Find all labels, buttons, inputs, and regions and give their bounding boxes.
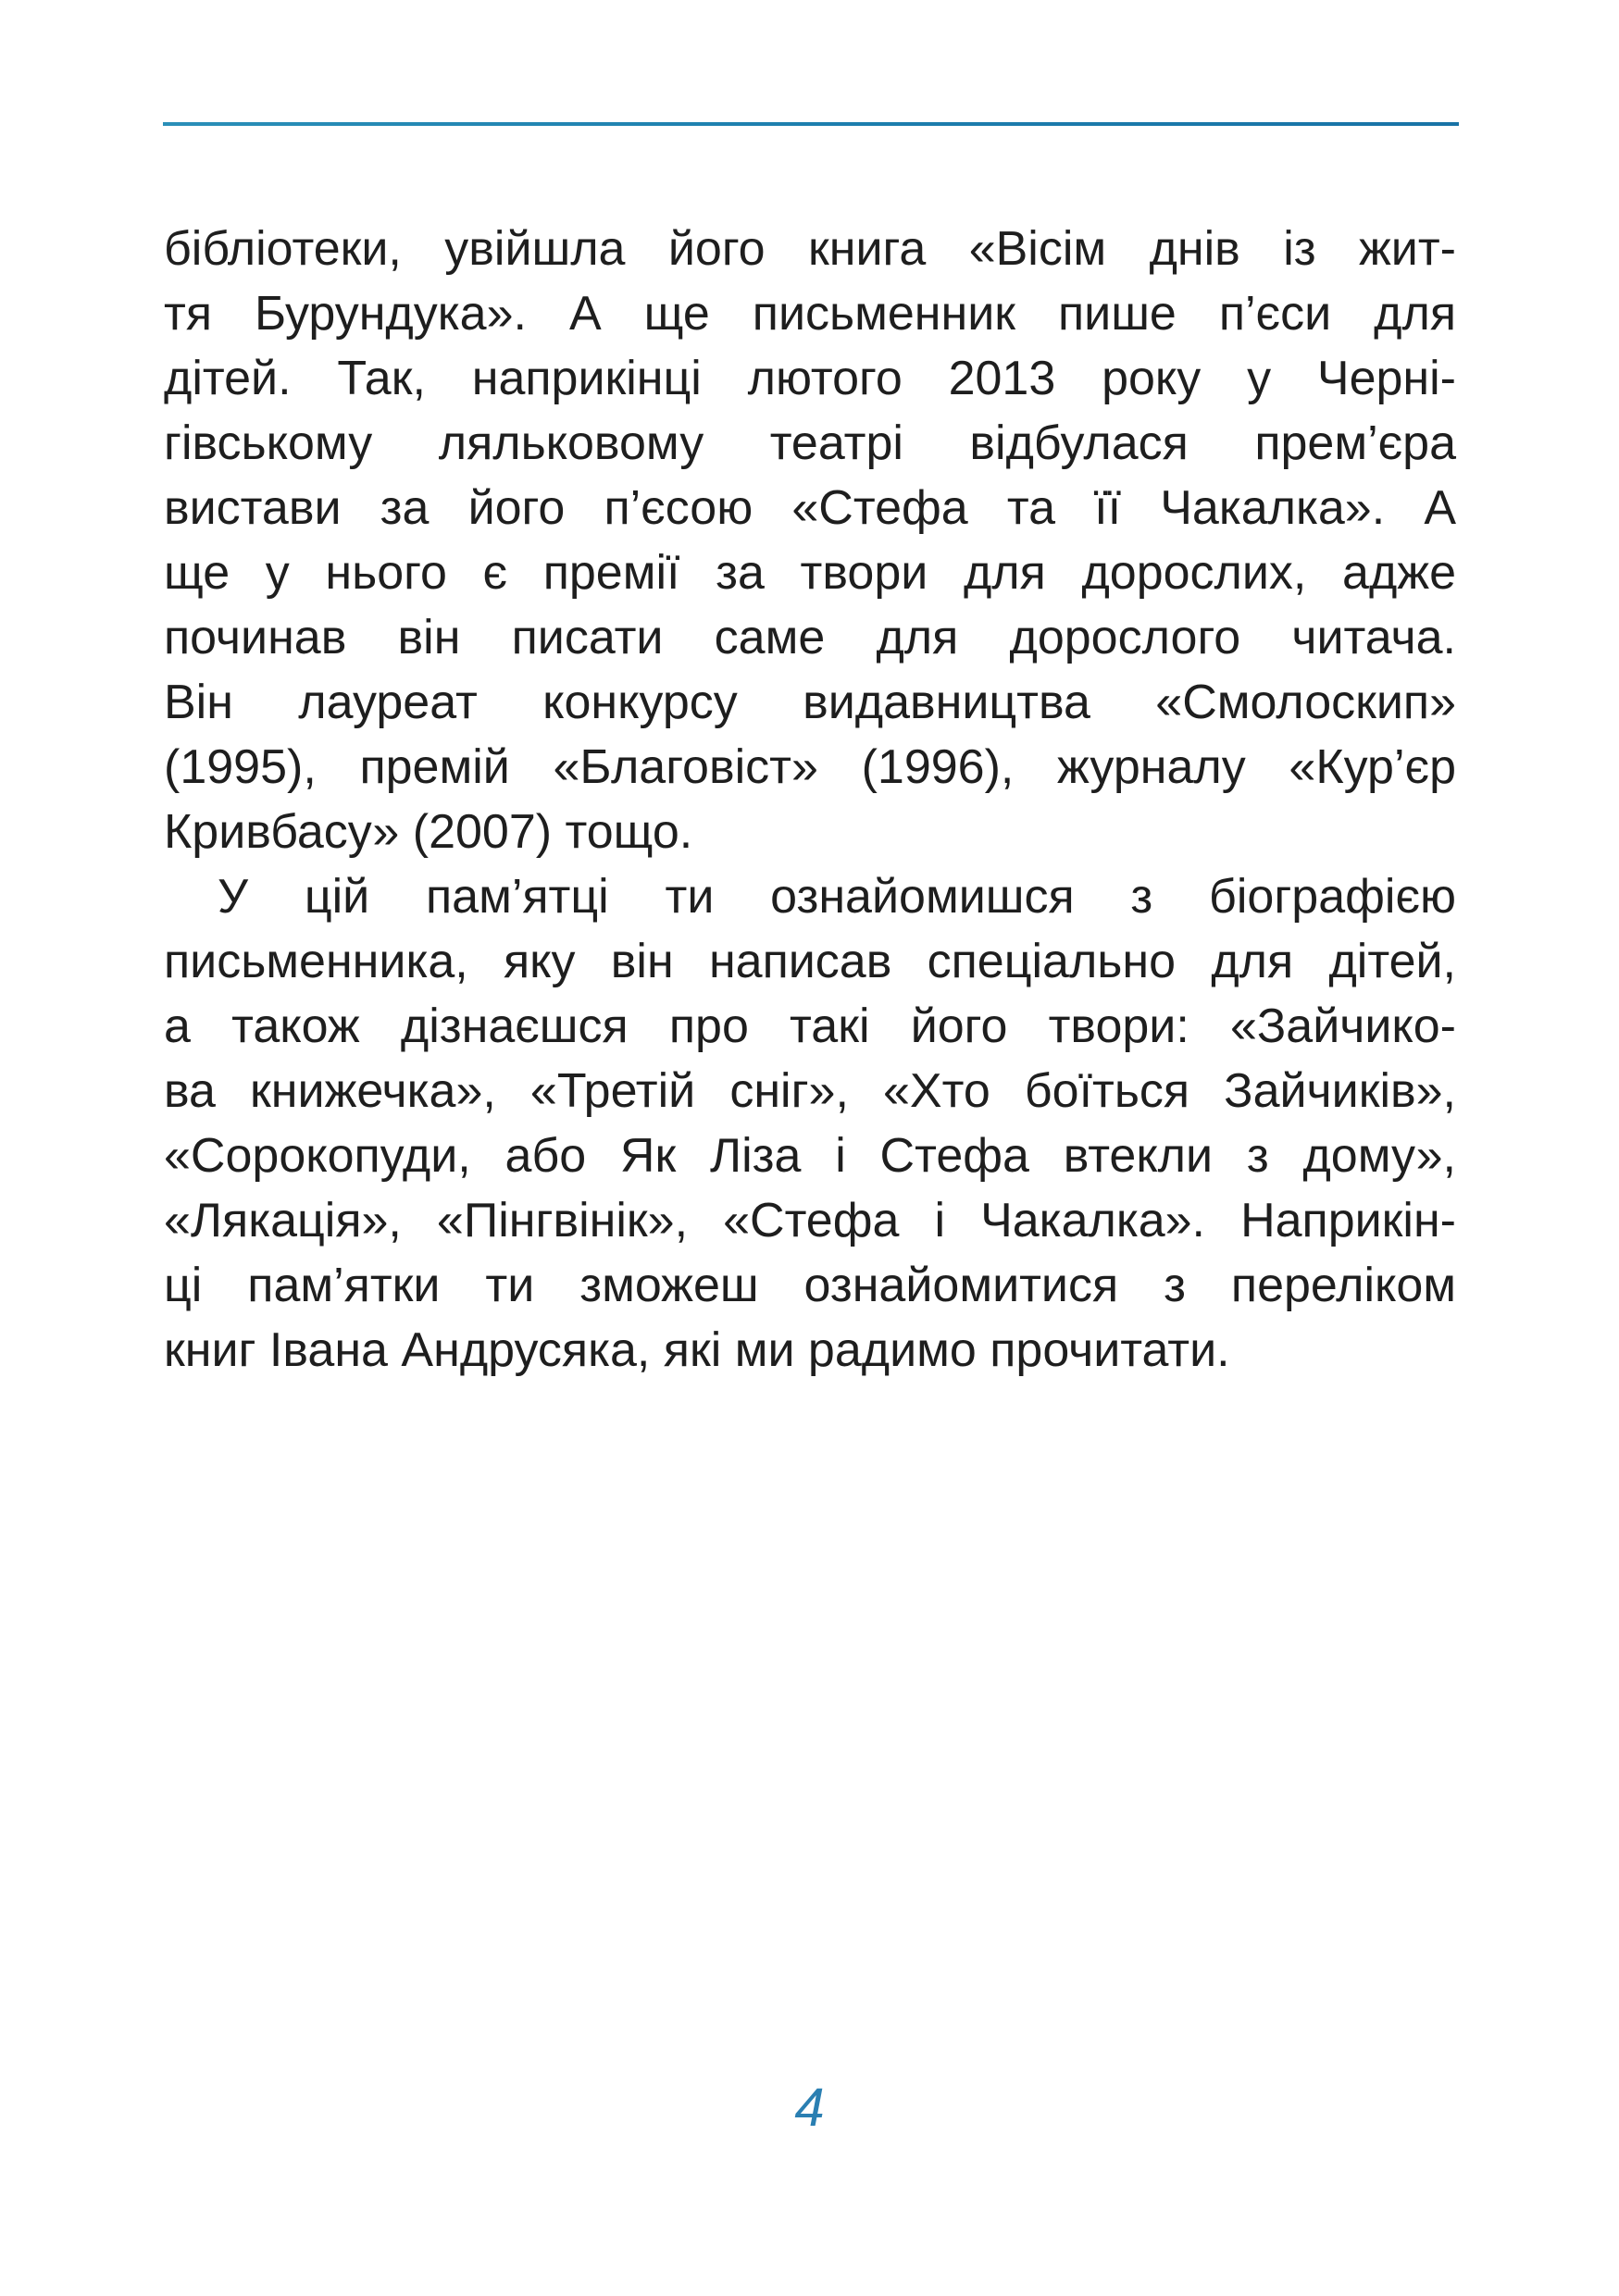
- text-line: «Сорокопуди, або Як Ліза і Стефа втекли з дому»,: [164, 1129, 1456, 1183]
- text-line: тя Бурундука». А ще письменник пише п’єси для: [164, 287, 1456, 341]
- text-line: письменника, яку він написав спеціально для дітей,: [164, 935, 1456, 988]
- text-line: а також дізнаєшся про такі його твори: «Зайчико-: [164, 999, 1456, 1053]
- text-line: (1995), премій «Благовіст» (1996), журналу «Кур’єр: [164, 740, 1456, 794]
- text-line: бібліотеки, увійшла його книга «Вісім днів із жит-: [164, 222, 1456, 276]
- text-line: ще у нього є премії за твори для дорослих, адже: [164, 546, 1456, 600]
- body-text: [164, 217, 1456, 1383]
- text-line: Кривбасу» (2007) тощо.: [164, 805, 693, 859]
- text-line: книг Івана Андрусяка, які ми радимо прочитати.: [164, 1323, 1230, 1377]
- page-number: 4: [794, 2078, 825, 2138]
- text-line: ці пам’ятки ти зможеш ознайомитися з переліком: [164, 1259, 1456, 1312]
- text-line: Він лауреат конкурсу видавництва «Смолоскип»: [164, 676, 1456, 729]
- text-line: дітей. Так, наприкінці лютого 2013 року у Черні-: [164, 352, 1456, 405]
- paragraph-1: [164, 217, 1456, 864]
- text-line: ва книжечка», «Третій сніг», «Хто боїться Зайчиків»,: [164, 1064, 1456, 1118]
- text-line: У цій пам’ятці ти ознайомишся з біографією: [218, 870, 1456, 924]
- text-line: «Лякація», «Пінгвінік», «Стефа і Чакалка». Наприкін-: [164, 1194, 1456, 1247]
- paragraph-2: [164, 864, 1456, 1383]
- text-line: починав він писати саме для дорослого читача.: [164, 611, 1456, 664]
- text-line: гівському ляльковому театрі відбулася прем’єра: [164, 416, 1456, 470]
- header-rule: [163, 122, 1459, 126]
- text-line: вистави за його п’єсою «Стефа та її Чакалка». А: [164, 481, 1456, 535]
